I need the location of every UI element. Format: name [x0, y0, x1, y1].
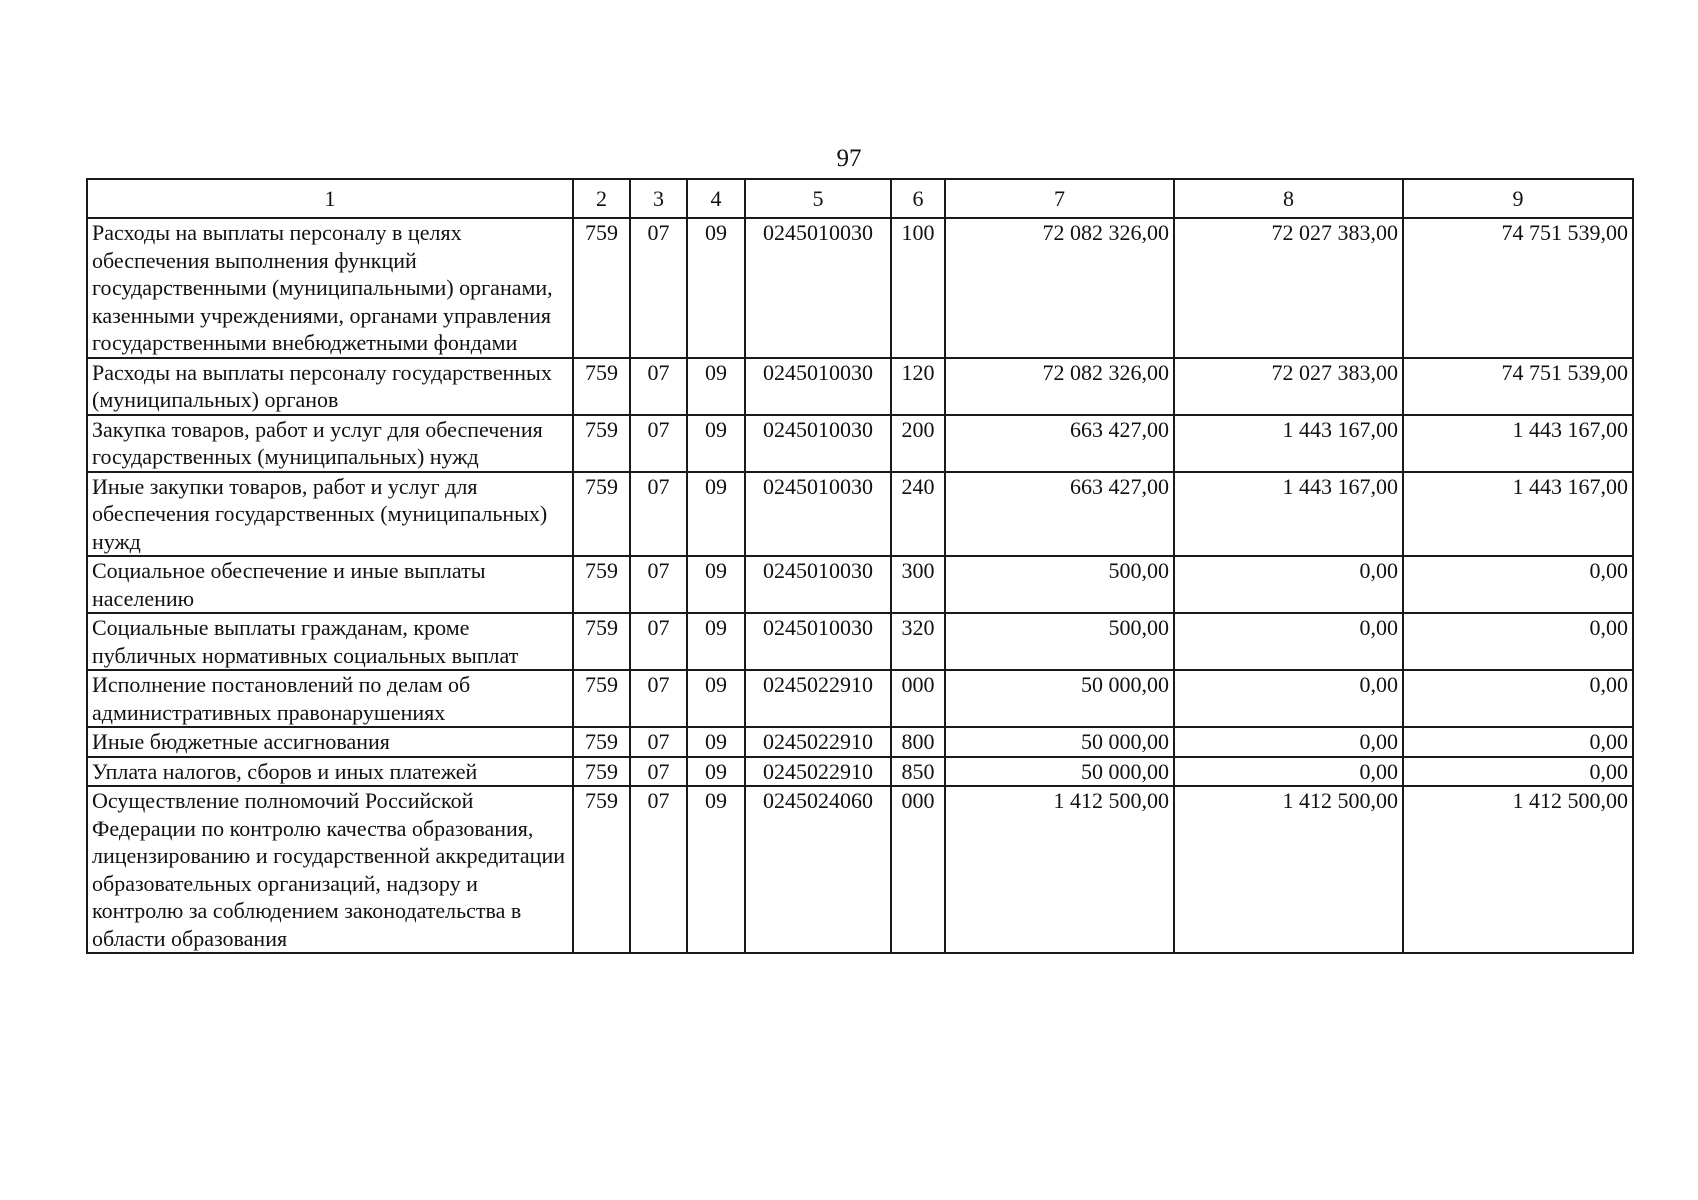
header-cell: 4: [687, 179, 745, 218]
row-amount-cell: 0,00: [1403, 757, 1633, 787]
row-amount-cell: 0,00: [1174, 556, 1403, 613]
budget-table: [86, 178, 1634, 954]
row-code-cell: 09: [687, 358, 745, 415]
row-name-cell: Иные закупки товаров, работ и услуг для обеспечения государственных (муниципальных) нужд: [87, 472, 573, 557]
row-code-cell: 09: [687, 670, 745, 727]
row-amount-cell: 0,00: [1403, 613, 1633, 670]
header-cell: 3: [630, 179, 687, 218]
row-amount-cell: 0,00: [1174, 727, 1403, 757]
table-row: [87, 757, 1633, 787]
row-amount-cell: 0,00: [1403, 727, 1633, 757]
row-amount-cell: 0,00: [1174, 757, 1403, 787]
row-code-cell: 759: [573, 757, 630, 787]
row-code-cell: 0245010030: [745, 415, 891, 472]
row-amount-cell: 1 412 500,00: [1174, 786, 1403, 953]
row-code-cell: 09: [687, 613, 745, 670]
page-number: 97: [836, 145, 862, 172]
row-code-cell: 09: [687, 727, 745, 757]
row-code-cell: 07: [630, 670, 687, 727]
row-code-cell: 09: [687, 472, 745, 557]
table-row: [87, 415, 1633, 472]
row-name-cell: Исполнение постановлений по делам об административных правонарушениях: [87, 670, 573, 727]
row-code-cell: 800: [891, 727, 945, 757]
row-amount-cell: 1 443 167,00: [1403, 415, 1633, 472]
row-code-cell: 000: [891, 670, 945, 727]
row-code-cell: 0245010030: [745, 218, 891, 358]
row-amount-cell: 50 000,00: [945, 757, 1174, 787]
row-code-cell: 09: [687, 556, 745, 613]
row-amount-cell: 663 427,00: [945, 472, 1174, 557]
row-amount-cell: 0,00: [1403, 670, 1633, 727]
row-code-cell: 07: [630, 415, 687, 472]
table-row: [87, 556, 1633, 613]
row-code-cell: 07: [630, 757, 687, 787]
row-code-cell: 759: [573, 218, 630, 358]
row-name-cell: Социальное обеспечение и иные выплаты населению: [87, 556, 573, 613]
header-cell: 9: [1403, 179, 1633, 218]
header-cell: 7: [945, 179, 1174, 218]
table-row: [87, 218, 1633, 358]
row-code-cell: 759: [573, 613, 630, 670]
row-code-cell: 300: [891, 556, 945, 613]
header-cell: 2: [573, 179, 630, 218]
row-amount-cell: 500,00: [945, 556, 1174, 613]
row-code-cell: 07: [630, 218, 687, 358]
row-code-cell: 0245022910: [745, 727, 891, 757]
row-code-cell: 09: [687, 757, 745, 787]
row-amount-cell: 1 412 500,00: [1403, 786, 1633, 953]
table-row: [87, 472, 1633, 557]
row-code-cell: 07: [630, 358, 687, 415]
row-code-cell: 850: [891, 757, 945, 787]
row-code-cell: 200: [891, 415, 945, 472]
row-name-cell: Расходы на выплаты персоналу государственных (муниципальных) органов: [87, 358, 573, 415]
row-code-cell: 07: [630, 727, 687, 757]
header-row: [87, 179, 1633, 218]
row-amount-cell: 663 427,00: [945, 415, 1174, 472]
row-code-cell: 09: [687, 415, 745, 472]
row-name-cell: Уплата налогов, сборов и иных платежей: [87, 757, 573, 787]
row-amount-cell: 0,00: [1174, 670, 1403, 727]
row-amount-cell: 1 443 167,00: [1174, 472, 1403, 557]
table-row: [87, 670, 1633, 727]
row-amount-cell: 72 027 383,00: [1174, 358, 1403, 415]
row-amount-cell: 74 751 539,00: [1403, 358, 1633, 415]
row-code-cell: 759: [573, 727, 630, 757]
row-amount-cell: 500,00: [945, 613, 1174, 670]
row-amount-cell: 1 443 167,00: [1174, 415, 1403, 472]
row-code-cell: 07: [630, 613, 687, 670]
row-code-cell: 240: [891, 472, 945, 557]
row-code-cell: 0245024060: [745, 786, 891, 953]
row-code-cell: 120: [891, 358, 945, 415]
row-code-cell: 07: [630, 472, 687, 557]
table-row: [87, 613, 1633, 670]
row-code-cell: 0245010030: [745, 472, 891, 557]
header-cell: 8: [1174, 179, 1403, 218]
row-code-cell: 759: [573, 472, 630, 557]
row-code-cell: 0245022910: [745, 757, 891, 787]
row-code-cell: 320: [891, 613, 945, 670]
row-amount-cell: 1 443 167,00: [1403, 472, 1633, 557]
row-code-cell: 759: [573, 556, 630, 613]
table-row: [87, 786, 1633, 953]
row-amount-cell: 50 000,00: [945, 727, 1174, 757]
header-cell: 5: [745, 179, 891, 218]
row-code-cell: 100: [891, 218, 945, 358]
row-code-cell: 0245010030: [745, 556, 891, 613]
row-amount-cell: 0,00: [1174, 613, 1403, 670]
table-row: [87, 727, 1633, 757]
row-code-cell: 0245010030: [745, 358, 891, 415]
row-amount-cell: 0,00: [1403, 556, 1633, 613]
row-name-cell: Социальные выплаты гражданам, кроме публичных нормативных социальных выплат: [87, 613, 573, 670]
row-amount-cell: 74 751 539,00: [1403, 218, 1633, 358]
table-row: [87, 358, 1633, 415]
row-code-cell: 09: [687, 786, 745, 953]
row-code-cell: 0245010030: [745, 613, 891, 670]
row-code-cell: 759: [573, 670, 630, 727]
row-code-cell: 0245022910: [745, 670, 891, 727]
row-code-cell: 07: [630, 556, 687, 613]
row-name-cell: Осуществление полномочий Российской Федерации по контролю качества образования, лицензированию и государственной аккредитации образовательных организаций, надзору и контролю за соблюдением законодательства в области образования: [87, 786, 573, 953]
row-amount-cell: 50 000,00: [945, 670, 1174, 727]
row-name-cell: Закупка товаров, работ и услуг для обеспечения государственных (муниципальных) нужд: [87, 415, 573, 472]
row-amount-cell: 72 082 326,00: [945, 358, 1174, 415]
row-code-cell: 759: [573, 786, 630, 953]
row-code-cell: 759: [573, 358, 630, 415]
row-code-cell: 07: [630, 786, 687, 953]
row-amount-cell: 1 412 500,00: [945, 786, 1174, 953]
row-amount-cell: 72 027 383,00: [1174, 218, 1403, 358]
row-code-cell: 09: [687, 218, 745, 358]
row-name-cell: Иные бюджетные ассигнования: [87, 727, 573, 757]
row-code-cell: 759: [573, 415, 630, 472]
row-amount-cell: 72 082 326,00: [945, 218, 1174, 358]
header-cell: 1: [87, 179, 573, 218]
header-cell: 6: [891, 179, 945, 218]
row-name-cell: Расходы на выплаты персоналу в целях обеспечения выполнения функций государственными (муниципальными) органами, казенными учреждениями, органами управления государственными внебюджетными фондами: [87, 218, 573, 358]
row-code-cell: 000: [891, 786, 945, 953]
